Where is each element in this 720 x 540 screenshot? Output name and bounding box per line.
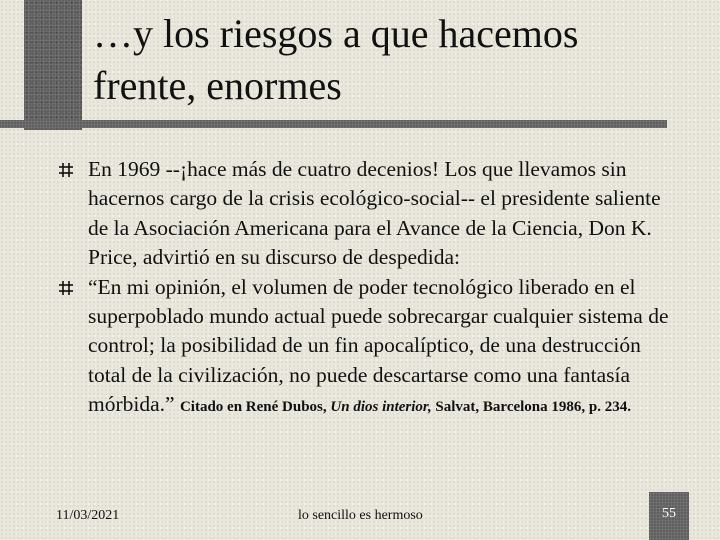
quote-text: “En mi opinión, el volumen de poder tecnológico liberado en el superpoblado mundo actual puede sobrecargar cualquier sistema de control; la posibilidad de un fin apocalíptico, de una destrucción total de la civilización, no puede descartarse como una fantasía mórbida.”	[88, 274, 669, 417]
slide-title	[93, 8, 693, 112]
hash-bullet-icon	[58, 280, 74, 296]
title-divider	[0, 120, 667, 128]
footer-title: lo sencillo es hermoso	[298, 508, 423, 523]
citation-book-title: Un dios interior,	[330, 399, 432, 416]
page-number: 55	[662, 506, 676, 521]
hash-bullet-icon	[58, 162, 74, 178]
decorative-side-bar	[24, 0, 82, 130]
page-number-box	[649, 492, 689, 540]
bullet-item-2	[58, 273, 678, 421]
citation-prefix: Citado en René Dubos,	[179, 399, 327, 416]
citation-suffix: Salvat, Barcelona 1986, p. 234.	[435, 399, 631, 416]
bullet-item-1	[58, 155, 678, 273]
slide-title-line-2: frente, enormes	[93, 63, 342, 108]
slide-title-line-1: …y los riesgos a que hacemos	[93, 11, 579, 56]
footer-date: 11/03/2021	[56, 508, 120, 523]
bullet-text: En 1969 --¡hace más de cuatro decenios! Los que llevamos sin hacernos cargo de la crisis ecológico-social-- el presidente saliente de la Asociación Americana para el Avance de la Ciencia, Don K. Price, advirtió en su discurso de despedida:	[88, 157, 661, 270]
citation	[180, 399, 631, 415]
bullet-list	[58, 155, 678, 420]
